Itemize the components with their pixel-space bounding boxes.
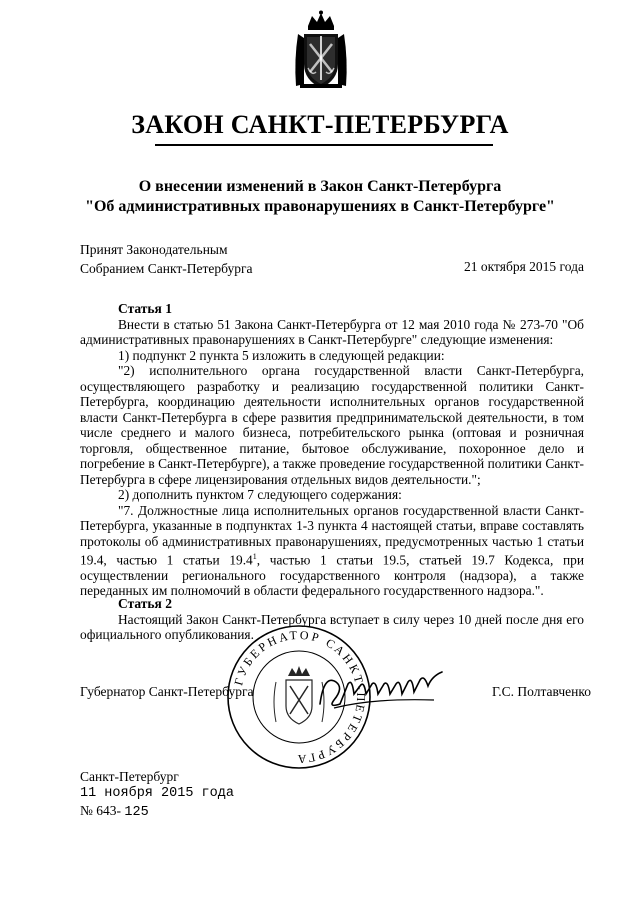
seal-text: ГУБЕРНАТОР САНКТ-ПЕТЕРБУРГА [231, 627, 369, 767]
article-1-item-1-intro: 1) подпункт 2 пункта 5 изложить в следующей редакции: [118, 347, 445, 363]
law-number [80, 802, 234, 821]
article-2-heading: Статья 2 [118, 596, 172, 611]
signing-date: 11 ноября 2015 года [80, 786, 234, 801]
article-2-text: Настоящий Закон Санкт-Петербурга вступает в силу через 10 дней после дня его официального опубликования. [80, 611, 584, 642]
signing-city: Санкт-Петербург [80, 769, 179, 784]
law-number-prefix: № 643- [80, 803, 122, 818]
law-subject [0, 177, 640, 217]
subject-line-1: О внесении изменений в Закон Санкт-Петербурга [138, 178, 502, 195]
st-petersburg-coat-of-arms-icon [290, 10, 352, 92]
item-2-superscript: 1 [252, 552, 257, 561]
article-1-intro: Внести в статью 51 Закона Санкт-Петербурга от 12 мая 2010 года № 273-70 "Об административных правонарушениях в Санкт-Петербурге" следующие изменения: [80, 316, 584, 347]
adoption-line-2: Собранием Санкт-Петербурга [80, 261, 253, 276]
adoption-line-1: Принят Законодательным [80, 242, 228, 257]
subject-line-2: "Об административных правонарушениях в Санкт-Петербурге" [85, 198, 555, 215]
article-1 [80, 301, 584, 599]
law-number-value: 125 [124, 805, 149, 820]
place-date-number [80, 768, 234, 821]
signatory-title: Губернатор Санкт-Петербурга [80, 684, 254, 699]
article-1-item-1-text: "2) исполнительного органа государственной власти Санкт-Петербурга, осуществляющего разработку и реализацию государственной политики Санкт-Петербурга, координацию деятельности исполнительных органов государственной власти Санкт-Петербурга в сфере развития предпринимательской деятельности, в том числе среднего и малого бизнеса, потребительского рынка (оптовая и розничная торговля, общественное питание, бытовое обслуживание, похоронное дело и погребение в Санкт-Петербурге), а также проведение государственной политики Санкт-Петербурга в сфере лицензирования отдельных видов деятельности."; [80, 363, 584, 487]
handwritten-signature-icon [314, 664, 454, 714]
item-2-text-part-b: , частью 1 статьи 19.5, статьей 19.7 Кодекса, при осуществлении регионального государственного контроля (надзора), а также переданных им полномочий в области федерального государственного надзора.". [80, 552, 584, 599]
adoption-date: 21 октября 2015 года [464, 259, 584, 274]
signatory-name: Г.С. Полтавченко [492, 684, 592, 699]
article-1-item-2-text [80, 503, 584, 599]
article-1-item-2-intro: 2) дополнить пунктом 7 следующего содержания: [118, 487, 402, 502]
law-title: ЗАКОН САНКТ-ПЕТЕРБУРГА [131, 110, 509, 139]
title-underline [155, 144, 493, 146]
article-1-heading: Статья 1 [118, 301, 172, 316]
item-2-text-part-a: "7. Должностные лица исполнительных органов государственной власти Санкт-Петербурга, указанные в подпунктах 1-3 пункта 4 настоящей статьи, вправе составлять протоколы об административных правонарушениях, предусмотренных частью 1 статьи 19.4, частью 1 статьи 19.4 [80, 502, 584, 568]
adoption-statement [80, 240, 253, 278]
